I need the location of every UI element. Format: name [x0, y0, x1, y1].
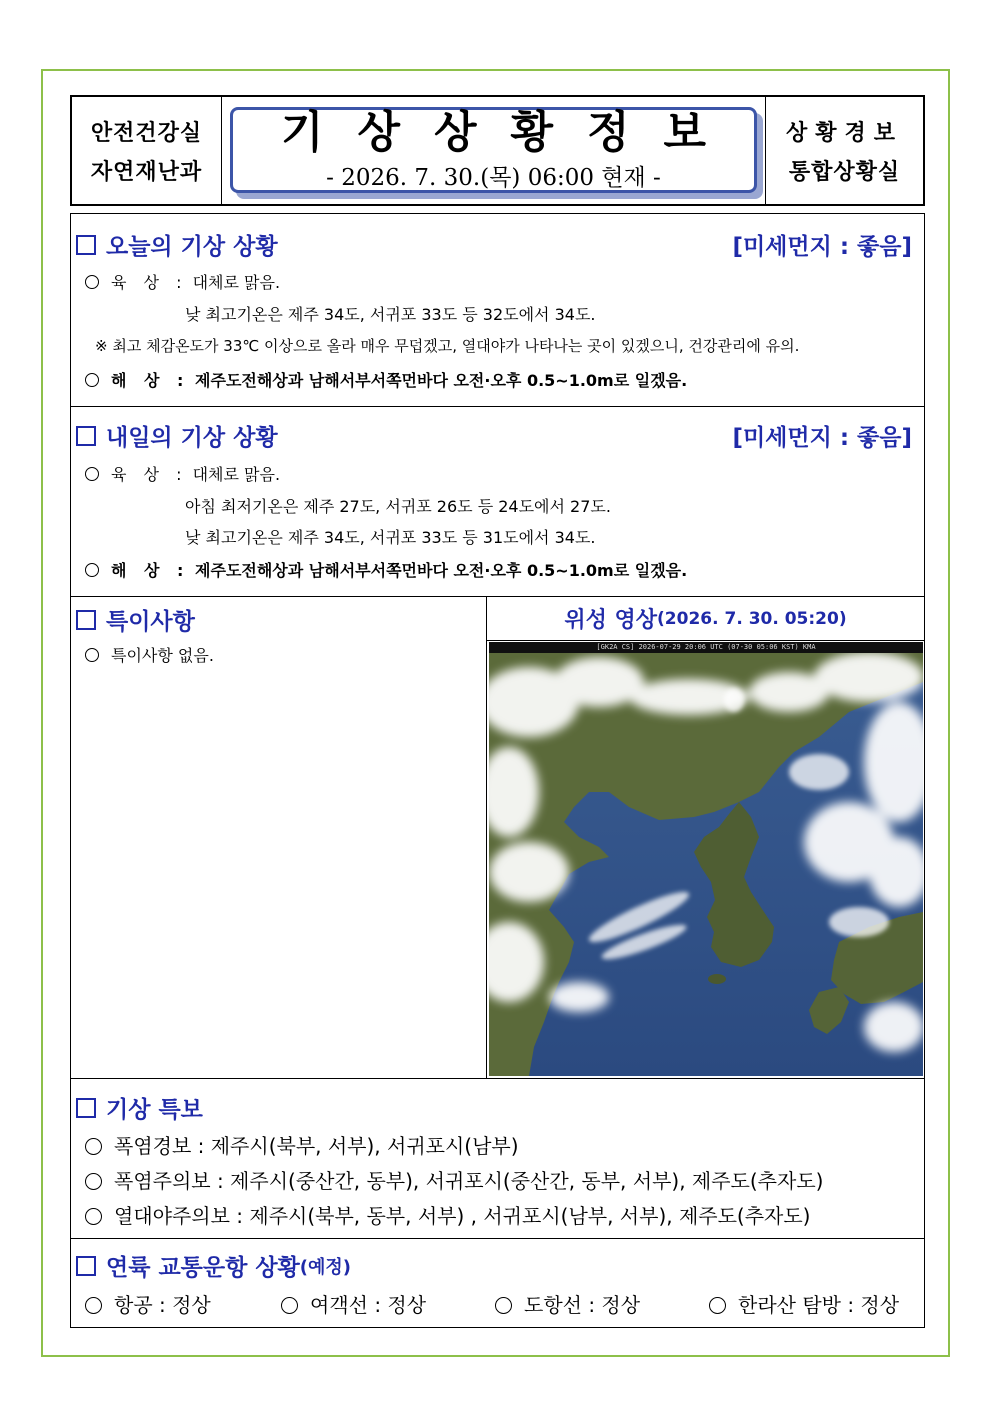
traffic-item-island-boat: 도항선 : 정상: [495, 1289, 640, 1318]
special-title: 특이사항: [76, 603, 195, 636]
today-section: [71, 214, 924, 407]
tomorrow-title: 내일의 기상 상황: [76, 419, 278, 452]
circle-bullet-icon: [85, 467, 99, 481]
tomorrow-land: 육 상 : 대체로 맑음.: [85, 462, 280, 485]
circle-bullet-icon: [85, 1297, 102, 1314]
checkbox-icon: [76, 235, 96, 255]
circle-bullet-icon: [85, 275, 99, 289]
circle-bullet-icon: [85, 373, 99, 387]
circle-bullet-icon: [281, 1297, 298, 1314]
header-right-cell: [765, 97, 923, 204]
office-name-2: 통합상황실: [788, 159, 901, 185]
circle-bullet-icon: [85, 648, 99, 662]
circle-bullet-icon: [709, 1297, 726, 1314]
warning-item: 열대야주의보 : 제주시(북부, 동부, 서부) , 서귀포시(남부, 서부), 제주도(추자도): [85, 1200, 810, 1229]
traffic-item-air: 항공 : 정상: [85, 1289, 211, 1318]
today-sea: 해 상 : 제주도전해상과 남해서부서쪽먼바다 오전·오후 0.5~1.0m로 일겠음.: [85, 368, 687, 391]
today-land-temp: 낮 최고기온은 제주 34도, 서귀포 33도 등 32도에서 34도.: [185, 305, 596, 324]
warning-item: 폭염경보 : 제주시(북부, 서부), 서귀포시(남부): [85, 1130, 519, 1159]
header: [70, 95, 925, 206]
header-left-cell: [72, 97, 222, 204]
today-title: 오늘의 기상 상황: [76, 228, 278, 261]
dept-name-2: 자연재난과: [90, 159, 203, 185]
tomorrow-dust: [미세먼지 : 좋음]: [732, 425, 912, 451]
today-land: 육 상 : 대체로 맑음.: [85, 270, 280, 293]
tomorrow-high-temp: 낮 최고기온은 제주 34도, 서귀포 33도 등 31도에서 34도.: [185, 528, 596, 547]
office-name-1: 상황경보: [785, 120, 903, 146]
circle-bullet-icon: [495, 1297, 512, 1314]
report-table: [70, 213, 925, 1328]
satellite-image: [489, 642, 923, 1076]
satellite-title: 위성 영상 (2026. 7. 30. 05:20): [487, 597, 924, 641]
today-note: ※ 최고 체감온도가 33℃ 이상으로 올라 매우 무덥겠고, 열대야가 나타나는 곳이 있겠으니, 건강관리에 유의.: [95, 337, 800, 355]
dept-name-1: 안전건강실: [90, 120, 203, 146]
warnings-title: 기상 특보: [76, 1091, 203, 1124]
checkbox-icon: [76, 1098, 96, 1118]
circle-bullet-icon: [85, 1138, 102, 1155]
traffic-section: [71, 1239, 924, 1327]
traffic-item-ferry: 여객선 : 정상: [281, 1289, 426, 1318]
traffic-title: 연륙 교통운항 상황 (예정): [76, 1249, 351, 1282]
tomorrow-low-temp: 아침 최저기온은 제주 27도, 서귀포 26도 등 24도에서 27도.: [185, 497, 611, 516]
satellite-map-graphic: [489, 642, 923, 1076]
circle-bullet-icon: [85, 1173, 102, 1190]
tomorrow-sea: 해 상 : 제주도전해상과 남해서부서쪽먼바다 오전·오후 0.5~1.0m로 일겠음.: [85, 558, 687, 581]
checkbox-icon: [76, 426, 96, 446]
special-text: 특이사항 없음.: [85, 643, 214, 666]
warnings-section: [71, 1079, 924, 1239]
circle-bullet-icon: [85, 1208, 102, 1225]
warning-item: 폭염주의보 : 제주시(중산간, 동부), 서귀포시(중산간, 동부, 서부), 제주도(추자도): [85, 1165, 823, 1194]
report-datetime: - 2026. 7. 30.(목) 06:00 현재 -: [326, 164, 661, 191]
checkbox-icon: [76, 1256, 96, 1276]
title-box: [230, 107, 757, 193]
today-dust: [미세먼지 : 좋음]: [732, 234, 912, 260]
tomorrow-section: [71, 407, 924, 597]
satellite-caption: [GK2A CS] 2026-07-29 20:06 UTC (07-30 05:06 KST) KMA: [489, 642, 923, 653]
page-title: 기상상황정보: [280, 106, 741, 158]
traffic-item-hallasan: 한라산 탐방 : 정상: [709, 1289, 899, 1318]
circle-bullet-icon: [85, 563, 99, 577]
checkbox-icon: [76, 610, 96, 630]
column-divider: [486, 597, 487, 1079]
